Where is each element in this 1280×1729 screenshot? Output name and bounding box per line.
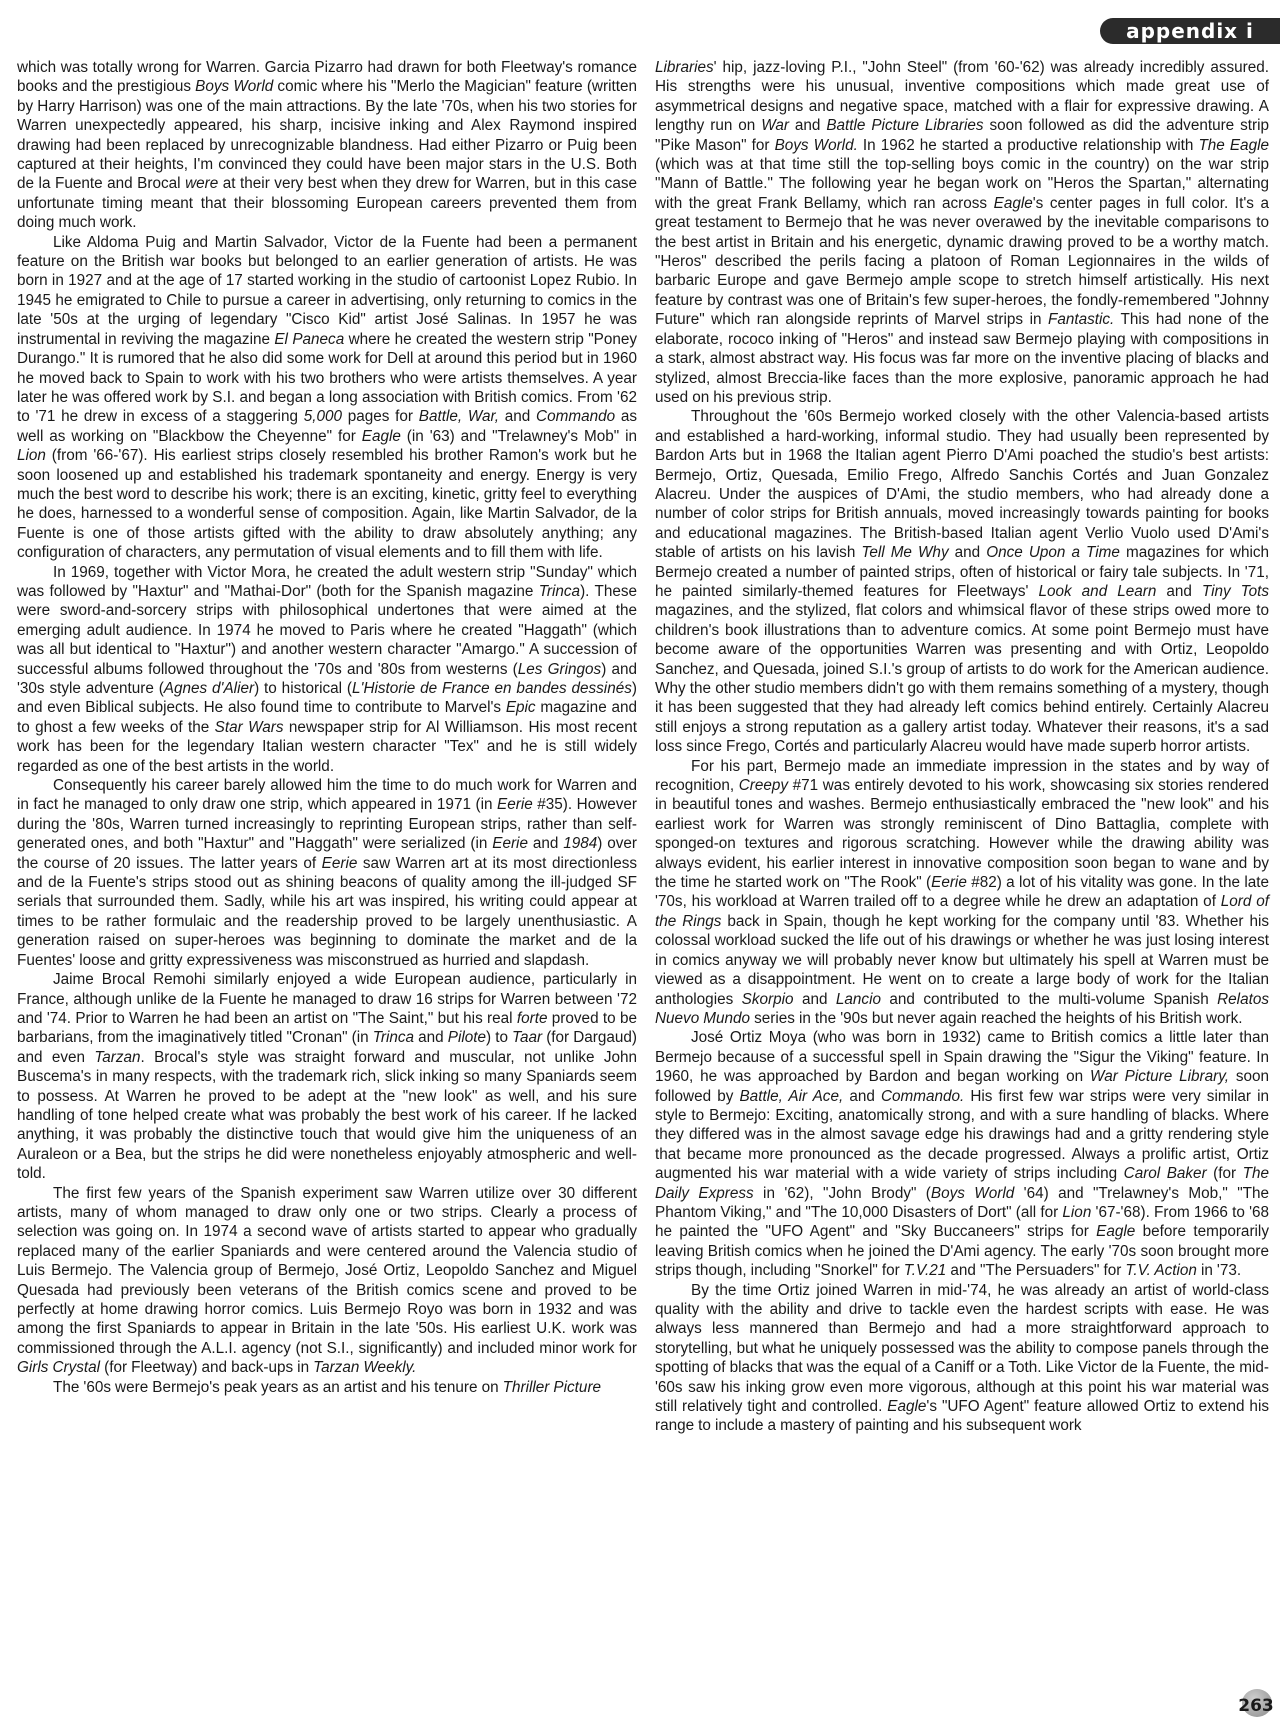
text-run: #71 was entirely devoted to his work, showcasing six stories rendered in beautiful tones and washes. Bermejo enthusiastically embraced the "new look" and his earliest work for Warren was strongly reminiscent of Dino Battaglia, complete with sponged-on textures and rigorous scratching. However while the drawing ability was always evident, his earlier interest in innovative composition soon began to wane and by the time he started work on "The Rook" ( (655, 777, 1269, 892)
italic-title: Epic (505, 699, 536, 717)
text-run: By the time Ortiz joined Warren in mid-'74, he was already an artist of world-class quality with the ability and drive to tackle even the hardest scripts with ease. He was always less mannered than Bermejo and had a more straightforward approach to storytelling, but what he uniquely possessed was the ability to compose panels through the spotting of blacks that was the equal of a Caniff or a Toth. Like Victor de la Fuente, the mid-'60s saw his inking grow even more vigorous, although at this point his war material was still relatively tight and controlled. (655, 1281, 1269, 1416)
text-run: and "The Persuaders" for (946, 1262, 1126, 1280)
paragraph (17, 58, 637, 233)
text-run: This had none of the elaborate, rococo inking of "Heros" and instead saw Bermejo playing with compositions in a stark, almost abstract way. His focus was far more on the inventive placing of blacks and stylized, almost Breccia-like faces than the more explosive, panoramic approach he had used on his previous strip. (655, 311, 1269, 406)
text-run: His first few war strips were very similar in style to Bermejo: Exciting, anatomically strong, and with a sure handling of blacks. Where they differed was in the almost savage edge his drawings had and a gritty rendering style that became more pronounced as the decade progressed. Always a prolific artist, Ortiz augmented his war material with a wide variety of strips including (655, 1087, 1270, 1183)
text-run: which was totally wrong for Warren. Garcia Pizarro had drawn for both Fleetway's romance books and the prestigious (17, 59, 637, 96)
italic-title: Tiny Tots (1201, 582, 1270, 600)
text-run: and (843, 1087, 881, 1105)
italic-title: Agnes d'Alier (163, 680, 255, 697)
text-run: as well as working on "Blackbow the Cheyenne" for (17, 408, 638, 445)
text-run: (from '66-'67). His earliest strips closely resembled his brother Ramon's work but he soon loosened up and established his trademark spontaneity and energy. Energy is very much the best word to describe his work; there is an exciting, kinetic, gritty feel to everything he does, harnessed to a wonderful sense of composition. Again, like Martin Salvador, de la Fuente is one of those artists gifted with the ability to draw absolutely anything; any configuration of characters, any permutation of visual elements and to fill them with life. (17, 447, 638, 562)
italic-title: Skorpio (741, 990, 794, 1008)
italic-title: Taar (512, 1029, 543, 1047)
text-run: and (788, 117, 827, 135)
italic-title: Libraries (655, 59, 714, 76)
text-run: The '60s were Bermejo's peak years as an artist and his tenure on (53, 1378, 503, 1396)
italic-title: Eerie (931, 874, 967, 892)
italic-title: Trinca (372, 1029, 415, 1047)
text-run: magazines for which Bermejo created a number of painted strips, often of historical or fairy tale subjects. In '71, he painted similarly-themed features for Fleetways' (655, 544, 1270, 600)
text-run: #35). However during the '80s, Warren turned increasingly to reprinting European strips, rather than self-generated ones, and both "Haxtur" and "Haggath" were serialized (in (17, 796, 638, 853)
text-run: and (1156, 582, 1202, 600)
text-run: José Ortiz Moya (who was born in 1932) came to British comics a little later than Bermejo because of a successful spell in Spain drawing the "Sigur the Viking" feature. In 1960, he was approached by Bardon and began working on (655, 1029, 1269, 1086)
text-run: magazines, and the stylized, flat colors and whimsical flavor of these strips owed more to children's book illustrations than to adventure comics. At some point Bermejo must have become aware of the opportunities Warren was presenting and with Ortiz, Leopoldo Sanchez, and Quesada, joined S.I.'s group of artists to do work for the American audience. Why the other studio members didn't go with them remains something of a mystery, though it has been suggested that they had already left comics behind entirely. Certainly Alacreu still enjoys a strong reputation as a gallery artist today. Whatever their reasons, it's a sad loss since Frego, Cortés and particularly Alacreu would have made superb horror artists. (655, 602, 1269, 756)
italic-title: Tarzan Weekly. (313, 1359, 417, 1377)
text-run: (in '63) and "Trelawney's Mob" in (400, 427, 638, 445)
italic-title: Tarzan (94, 1048, 141, 1066)
italic-title: forte (516, 1009, 548, 1027)
text-run: '67-'68). From 1966 to '68 he painted the "UFO Agent" and "Sky Buccaneers" strips for (655, 1203, 1270, 1241)
text-run: ) to (486, 1029, 513, 1047)
italic-title: Boys World (195, 78, 274, 96)
italic-title: Eagle (361, 427, 401, 445)
text-run: proved to be barbarians, from the imaginatively titled "Cronan" (in (17, 1009, 637, 1047)
text-run: ). These were sword-and-sorcery strips with philosophical undertones that were aimed at the emerging adult audience. In 1974 he moved to Paris where he created "Haggath" (which was all but identical to "Haxtur") and another western character "Amargo." A succession of successful albums followed throughout the '70s and '80s from westerns ( (17, 582, 637, 678)
paragraph (655, 407, 1269, 756)
section-header-tab (1100, 18, 1280, 44)
italic-title: The Daily Express (655, 1165, 1269, 1202)
text-run: and (527, 835, 564, 853)
text-run: ) and even Biblical subjects. He also found time to contribute to Marvel's (17, 680, 637, 717)
left-column (17, 58, 637, 1397)
italic-title: Eagle (993, 194, 1033, 212)
text-run: newspaper strip for Al Williamson. His most recent work has been for the legendary Italian western character "Tex" and he is still widely regarded as one of the best artists in the world. (17, 718, 637, 775)
italic-title: War Picture Library, (1090, 1068, 1229, 1086)
text-run: #82) a lot of his vitality was gone. In the late '70s, his workload at Warren trailed off to a degree while he drew an adaptation of (655, 874, 1269, 911)
italic-title: 1984 (563, 835, 598, 853)
text-run: Throughout the '60s Bermejo worked closely with the other Valencia-based artists and established a hard-working, informal studio. They had usually been represented by Bardon Arts but in 1968 the Italian agent Pierro D'Ami poached the studio's best artists: Bermejo, Ortiz, Quesada, Emilio Frego, Alfredo Sanchis Cortés and Juan Gonzalez Alacreu. Under the auspices of D'Ami, the studio members, who had already done a number of color strips for British annuals, moved increasingly towards painting for books and educational magazines. The British-based Italian agent Verlio Vuolo used D'Ami's stable of artists on his lavish (655, 408, 1269, 562)
text-run: pages for (342, 408, 419, 426)
italic-title: Commando (536, 408, 616, 426)
text-run: ) over the course of 20 issues. The latter years of (17, 835, 638, 872)
text-run: and (948, 544, 987, 562)
italic-title: T.V. Action (1125, 1262, 1197, 1280)
italic-title: Star Wars (214, 718, 284, 736)
right-column (655, 58, 1269, 1436)
paragraph (17, 1378, 637, 1397)
section-label: appendix i (1126, 19, 1254, 43)
italic-title: Lion (1062, 1203, 1092, 1221)
text-run: In 1969, together with Victor Mora, he created the adult western strip "Sunday" which was followed by "Haxtur" and "Mathai-Dor" (both for the Spanish magazine (17, 563, 637, 600)
italic-title: Boys World (930, 1184, 1015, 1202)
italic-title: 5,000 (303, 408, 342, 426)
text-run: (which was at that time still the top-selling boys comic in the country) on the war strip "Mann of Battle." The following year he began work on "Heros the Spartan," alternating with the great Frank Bellamy, which ran across (655, 156, 1269, 212)
paragraph (655, 1028, 1269, 1280)
italic-title: T.V.21 (903, 1262, 947, 1280)
paragraph (17, 563, 637, 776)
italic-title: Eerie (497, 796, 533, 814)
italic-title: The Eagle (1198, 136, 1269, 154)
italic-title: Lord of the Rings (655, 893, 1269, 930)
italic-title: Thriller Picture (502, 1378, 602, 1396)
italic-title: Relatos Nuevo Mundo (655, 990, 1269, 1027)
italic-title: Eerie (492, 835, 528, 853)
paragraph (655, 58, 1269, 407)
italic-title: Trinca (538, 582, 581, 600)
text-run: (for Dargaud) and even (17, 1029, 637, 1066)
italic-title: El Paneca (274, 330, 345, 348)
text-run: '64) and "Trelawney's Mob," "The Phantom Viking," and "The 10,000 Disasters of Dort" (all for (655, 1184, 1269, 1221)
text-run: comic where his "Merlo the Magician" feature (written by Harry Harrison) was one of the main attractions. By the late '70s, when his two stories for Warren unexpectedly appeared, his sharp, incisive inking and Alex Raymond inspired drawing had been replaced by unrecognizable blandness. Had either Pizarro or Puig been captured at their heights, I'm convinced they could have been major stars in the U.S. Both de la Fuente and Brocal (17, 78, 637, 193)
text-run: and (414, 1029, 448, 1047)
italic-title: Fantastic. (1047, 311, 1115, 329)
italic-title: Pilote (447, 1029, 487, 1047)
text-run: Consequently his career barely allowed him the time to do much work for Warren and in fact he managed to only draw one strip, which appeared in 1971 (in (17, 777, 637, 814)
italic-title: were (185, 175, 219, 193)
text-run: magazine and to ghost a few weeks of the (17, 699, 637, 736)
italic-title: Look and Learn (1038, 582, 1157, 600)
text-run: (for (1206, 1165, 1243, 1183)
text-run: The first few years of the Spanish experiment saw Warren utilize over 30 different artists, many of whom managed to draw only one or two strips. Clearly a process of selection was going on. In 1974 a second wave of artists started to appear who gradually replaced many of the earlier Spaniards and were centered around the Valencia studio of Luis Bermejo. The Valencia group of Bermejo, José Ortiz, Leopoldo Sanchez and Miguel Quesada had previously been veterans of the British comics scene and proved to be perfectly at home drawing horror comics. Luis Bermejo Royo was born in 1932 and was among the first Spaniards to appear in Britain in the late '50s. His earliest U.K. work was commissioned through the A.L.I. agency (not S.I., significantly) and included minor work for (17, 1184, 637, 1357)
italic-title: Eerie (321, 854, 358, 872)
text-run: ' hip, jazz-loving P.I., "John Steel" (from '60-'62) was already incredibly assured. His strengths were his unusual, inventive compositions which made great use of asymmetrical designs and negative space, matched with a flair for expressive drawing. A lengthy run on (655, 59, 1269, 135)
italic-title: Lion (17, 447, 46, 465)
paragraph (17, 233, 637, 563)
paragraph (17, 776, 637, 970)
text-run: Jaime Brocal Remohi similarly enjoyed a wide European audience, particularly in France, although unlike de la Fuente he managed to draw 16 strips for Warren between '72 and '74. Prior to Warren he had been an artist on "The Saint," but his real (17, 971, 637, 1027)
text-run: and (499, 408, 537, 426)
text-run: . Brocal's style was straight forward and muscular, not unlike John Buscema's in many respects, with the trademark rich, slick inking so many Spaniards seem to possess. At Warren he proved to be adept at the "new look" as well, and his sure handling of tone helped create what was probably the best work of his career. If he lacked anything, it was probably the distinctive touch that would give him the uniqueness of an Auraleon or a Bea, but the strips he did were nonetheless enjoyably atmospheric and well-told. (17, 1048, 637, 1183)
italic-title: Battle, Air Ace, (739, 1087, 844, 1105)
text-run: at their very best when they drew for Warren, but in this case unfortunate timing meant that their blossoming European careers prevented them from doing much work. (17, 175, 637, 232)
italic-title: Once Upon a Time (986, 544, 1120, 562)
italic-title: Les Gringos (517, 660, 602, 678)
italic-title: Boys World. (774, 136, 858, 154)
italic-title: Eagle (1096, 1223, 1136, 1241)
text-run: and (793, 990, 836, 1008)
italic-title: Tell Me Why (861, 544, 949, 562)
italic-title: War (761, 117, 789, 135)
text-run: In 1962 he started a productive relationship with (857, 136, 1199, 154)
text-run: For his part, Bermejo made an immediate impression in the states and by way of recognition, (655, 757, 1269, 795)
italic-title: Girls Crystal (17, 1359, 101, 1377)
paragraph (655, 757, 1269, 1029)
text-run: where he created the western strip "Poney Durango." It is rumored that he also did some work for Dell at around this period but in 1960 he moved back to Spain to work with his two brothers who were artists themselves. A year later he was offered work by S.I. and began a long association with British comics. From '62 to '71 he drew in excess of a staggering (17, 330, 638, 426)
text-run: 's "UFO Agent" feature allowed Ortiz to extend his range to include a mastery of painting and his subsequent work (655, 1398, 1269, 1435)
text-run: 's center pages in full color. It's a great testament to Bermejo that he was never overawed by the inevitable comparisons to the best artist in Britain and his energetic, dynamic drawing proved to be a worthy match. "Heros" described the perils facing a platoon of Roman Legionnaires in the wilds of barbaric Europe and gave Bermejo ample scope to stretch himself artistically. His next feature by contrast was one of Britain's few super-heroes, the fondly-remembered "Johnny Future" which ran alongside reprints of Marvel strips in (655, 194, 1269, 329)
italic-title: Battle, War, (418, 408, 500, 426)
text-run: series in the '90s but never again reached the heights of his British work. (750, 1009, 1243, 1027)
text-run: soon followed by (655, 1068, 1269, 1105)
text-run: (for Fleetway) and back-ups in (100, 1359, 314, 1377)
text-run: ) and '30s style adventure ( (17, 660, 637, 697)
text-run: Like Aldoma Puig and Martin Salvador, Victor de la Fuente had been a permanent feature on the British war books but belonged to an earlier generation of artists. He was born in 1927 and at the age of 17 started working in the studio of cartoonist Lopez Rubio. In 1945 he emigrated to Chile to pursue a career in advertising, only returning to comics in the late '50s at the urging of legendary "Cisco Kid" artist José Salinas. In 1957 he was instrumental in reviving the magazine (17, 233, 637, 348)
text-run: in '73. (1196, 1262, 1242, 1280)
text-run: in '62), "John Brody" ( (753, 1184, 931, 1202)
italic-title: L'Historie de France en bandes dessinés (352, 680, 632, 697)
text-run: back in Spain, though he kept working for the company until '83. Whether his colossal workload sucked the life out of his drawings or whether he was just losing interest in comics anyway we will probably never know but ultimately his spell at Warren must be viewed as a disappointment. He went on to create a large body of work for the Italian anthologies (655, 912, 1269, 1008)
text-run: ) to historical ( (254, 680, 353, 697)
text-run: saw Warren art at its most directionless and de la Fuente's strips stood out as shining beacons of quality among the ill-judged SF serials that surrounded them. Sadly, while his art was inspired, his writing could appear at times to be rather formulaic and the readership proved to be largely unenthusiastic. A generation raised on super-heroes was beginning to dominate the market and de la Fuentes' loose and gritty expressiveness was misconstrued as hurried and slapdash. (17, 854, 637, 969)
paragraph (17, 1184, 637, 1378)
italic-title: Creepy (738, 777, 789, 795)
italic-title: Lancio (835, 990, 881, 1008)
page-number: 263 (1238, 1696, 1274, 1716)
italic-title: Carol Baker (1123, 1165, 1207, 1183)
paragraph (655, 1281, 1269, 1436)
text-run: soon followed as did the adventure strip "Pike Mason" for (655, 117, 1269, 154)
text-run: and contributed to the multi-volume Spanish (880, 990, 1218, 1008)
page-number-badge (1236, 1685, 1276, 1725)
italic-title: Battle Picture Libraries (826, 117, 984, 135)
italic-title: Eagle (887, 1398, 927, 1416)
text-run: before temporarily leaving British comics when he joined the D'Ami agency. The early '70s soon brought more strips though, including "Snorkel" for (655, 1223, 1269, 1280)
italic-title: Commando. (880, 1087, 965, 1105)
paragraph (17, 970, 637, 1183)
